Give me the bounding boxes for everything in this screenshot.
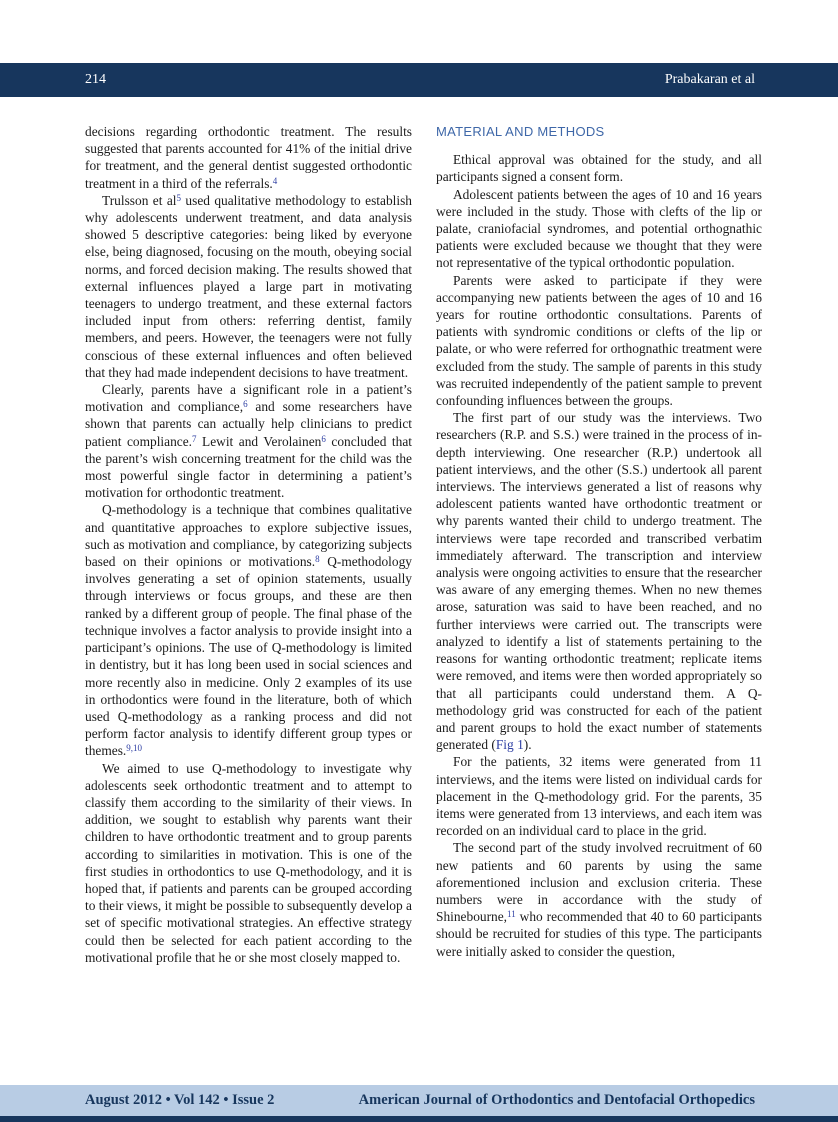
issue-info: August 2012 • Vol 142 • Issue 2 [85,1092,275,1108]
figure-link[interactable]: Fig 1 [495,737,524,753]
journal-name: American Journal of Orthodontics and Dentofacial Orthopedics [358,1092,755,1108]
paragraph: The first part of our study was the interviews. Two researchers (R.P. and S.S.) were trained in the process of in-depth interviewing. One researcher (R.P.) undertook all patient interviews, and the other (S.S.) undertook all parent interviews. The interviews generated a list of reasons why adolescent patients wanted have orthodontic treatment or why parents wanted their child to undergo treatment. The interviews were tape recorded and transcribed verbatim immediately afterward. The transcription and interview analysis were ongoing activities to ensure that the researcher was aware of any emerging themes. When no new themes arose, saturation was said to have been reached, and no further interviews were carried out. The transcripts were analyzed to identify a list of statements pertaining to the reasons for wanting orthodontic treatment; replicate items were removed, and items were then worded appropriately so that all participants could understand them. A Q-methodology grid was constructed for each of the patient and parent groups to hold the exact number of statements generated (Fig 1). [436,410,762,753]
paragraph: For the patients, 32 items were generated from 11 interviews, and the items were listed on individual cards for placement in the Q-methodology grid. For the parents, 35 items were generated from 13 interviews, and each item was recorded on an individual card to place in the grid. [436,754,762,839]
paragraph: Trulsson et al$^5$ used qualitative methodology to establish why adolescents underwent treatment, and data analysis showed 5 descriptive categories: being liked by everyone else, being diagnosed, focusing on the mouth, obeying social norms, and forced decision making. The results showed that external influences played a large part in motivating teenagers to undergo treatment, and these external factors included input from others: referring dentist, family members, and peers. However, the teenagers were not fully conscious of these external influences and often believed that they had made independent decisions to have treatment. [85,192,412,380]
page-number: 214 [85,72,106,87]
paragraph: We aimed to use Q-methodology to investigate why adolescents seek orthodontic treatment and to attempt to classify them according to the similarity of their views. In addition, we sought to establish why parents want their children to have orthodontic treatment and to group parents according to similarities in motivation. This is one of the first studies in orthodontics to use Q-methodology, and it is hoped that, if patients and parents can be grouped according to their views, it might be possible to subsequently develop a set of specific motivational strategies. An effective strategy could then be selected for each patient according to the motivational profile that he or she most closely mapped to. [85,760,412,965]
paragraph: Ethical approval was obtained for the study, and all participants signed a consent form. [436,152,762,185]
article-body [85,123,762,966]
footer-rule-bar [0,1116,838,1122]
paragraph: Parents were asked to participate if they were accompanying new patients between the ages of 10 and 16 years for routine orthodontic consultations. Parents of patients with syndromic conditions or clefts of the lip or palate, or who were referred for orthognathic treatment were excluded from the study. The sample of parents in this study was recruited independently of the patient sample to prevent confounding influences between the groups. [436,272,762,409]
citation-reference-link[interactable]: 7 [192,433,197,444]
page-footer-band [0,1085,838,1116]
citation-reference-link[interactable]: 6 [243,399,248,410]
citation-reference-link[interactable]: 11 [507,909,516,920]
citation-reference-link[interactable]: 4 [272,175,278,186]
paragraph: Adolescent patients between the ages of 10 and 16 years were included in the study. Those with clefts of the lip or palate, craniofacial syndromes, and potential orthognathic patients were excluded because we thought that they were not representative of the typical orthodontic population. [436,186,762,271]
page-header-bar [0,63,838,97]
column-right [436,123,762,966]
paragraph: The second part of the study involved recruitment of 60 new patients and 60 parents by using the same aforementioned inclusion and exclusion criteria. These numbers were in accordance with the study of Shinebourne,$^{11}$ who recommended that 40 to 60 participants should be recruited for studies of this type. The participants were initially asked to consider the question, [436,840,762,959]
paragraph: Q-methodology is a technique that combines qualitative and quantitative approaches to explore subjective issues, such as motivation and compliance, by categorizing subjects based on their opinions or motivations.$^8$ Q-methodology involves generating a set of opinion statements, usually through interviews or focus groups, and these are then ranked by a different group of people. The final phase of the technique involves a factor analysis to provide insight into a participant’s opinions. The use of Q-methodology is limited in dentistry, but it has long been used in social sciences and more recently also in medicine. Only 2 examples of its use in orthodontics were found in the literature, both of which used Q-methodology as a ranking process and did not perform factor analysis to identify different group types or themes.$^{9,10}$ [85,502,412,759]
paragraph: Clearly, parents have a significant role in a patient’s motivation and compliance,$^6$ and some researchers have shown that parents can actually help clinicians to predict patient compliance.$^7$ Lewit and Verolainen$^6$ concluded that the parent’s wish concerning treatment for the child was the most powerful single factor in determining a patient’s motivation for orthodontic treatment. [85,382,413,501]
citation-reference-link[interactable]: 9,10 [126,743,143,754]
citation-reference-link[interactable]: 5 [176,192,182,203]
column-left [85,123,412,966]
citation-reference-link[interactable]: 8 [315,554,320,565]
paragraph: decisions regarding orthodontic treatment. The results suggested that parents accounted for 41% of the initial drive for treatment, and the general dentist suggested orthodontic treatment in a third of the referrals.$^4$ [85,124,412,191]
running-head: Prabakaran et al [664,72,755,87]
citation-reference-link[interactable]: 6 [321,433,326,444]
section-heading-material-and-methods: MATERIAL AND METHODS [436,124,605,139]
